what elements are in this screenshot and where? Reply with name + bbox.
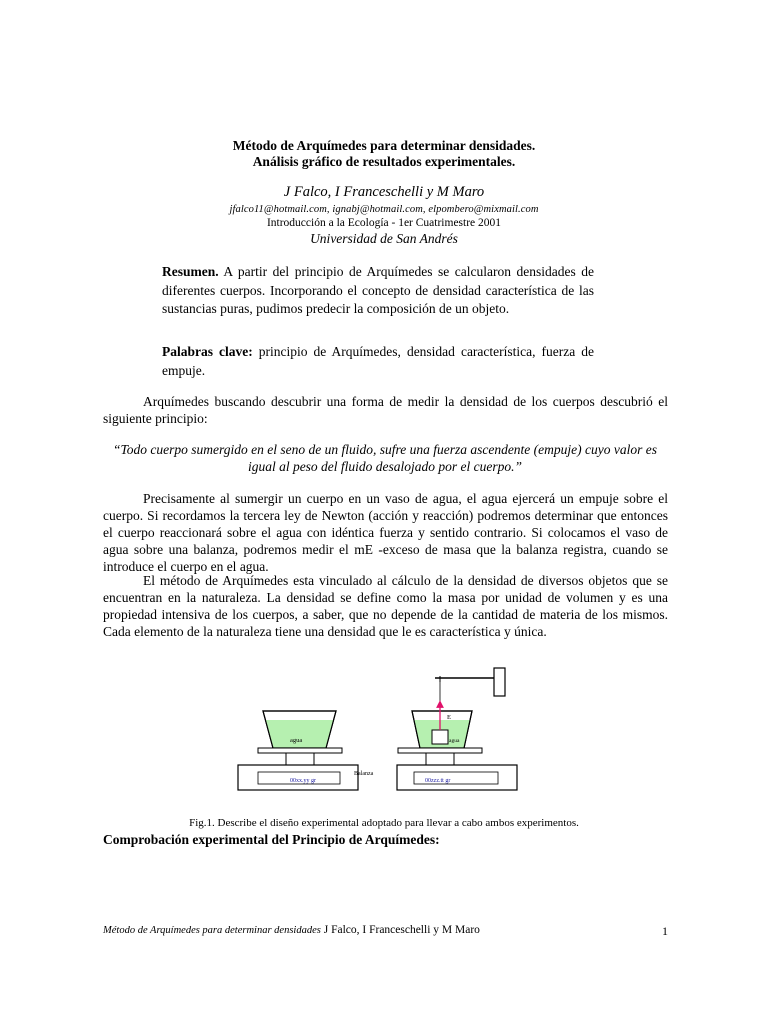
archimedes-quote: “Todo cuerpo sumergido en el seno de un fluido, sufre una fuerza ascendente (empuje) cuyo valor es igual al peso del fluido desalojado por el cuerpo.”: [112, 442, 658, 474]
abstract: [162, 263, 594, 319]
footer-title: Método de Arquímedes para determinar densidades: [103, 925, 321, 936]
right-display-reading: 00zzz.tt gr: [425, 778, 451, 784]
abstract-label: Resumen.: [162, 264, 219, 279]
author-emails: jfalco11@hotmail.com, ignabj@hotmail.com, elpombero@mixmail.com: [229, 204, 539, 215]
paragraph-2-text: Precisamente al sumergir un cuerpo en un vaso de agua, el agua ejercerá un empuje sobre el cuerpo. Si recordamos la tercera ley de Newton (acción y reacción) podremos determinar que entonces el cuerpo reaccionará sobre el agua con idéntica fuerza y sentido contrario. Si colocamos el vaso de agua sobre una balanza, podremos medir el mE -exceso de masa que la balanza registra, cuando se introduce el cuerpo en el agua.: [103, 491, 668, 574]
course-info: Introducción a la Ecología - 1er Cuatrimestre 2001: [266, 217, 502, 229]
section-heading: Comprobación experimental del Principio de Arquímedes:: [103, 832, 440, 847]
keywords: [162, 343, 594, 380]
paper-title: [0, 138, 768, 170]
right-balance-neck: [426, 753, 454, 765]
left-display-reading: 00xx.yy gr: [290, 778, 316, 784]
submerged-cube: [432, 730, 448, 744]
left-water-label: agua: [290, 737, 303, 744]
right-balance-plate: [398, 748, 482, 753]
title-line-1: Método de Arquímedes para determinar densidades.: [232, 138, 536, 153]
footer-authors: J Falco, I Franceschelli y M Maro: [320, 924, 480, 936]
paragraph-1: [103, 393, 668, 427]
keywords-label: Palabras clave:: [162, 344, 253, 359]
figure-caption: Fig.1. Describe el diseño experimental adoptado para llevar a cabo ambos experimentos.: [189, 817, 579, 829]
right-setup: [397, 668, 517, 790]
page-footer: [103, 924, 668, 936]
paragraph-3: [103, 572, 668, 640]
buoyancy-label: E: [447, 714, 451, 721]
paragraph-3-text: El método de Arquímedes esta vinculado al cálculo de la densidad de diversos objetos que se encuentran en la naturaleza. La densidad se define como la masa por unidad de volumen y es una propiedad intensiva de los cuerpos, a saber, que no depende de la cantidad de materia de los mismos. Cada elemento de la naturaleza tiene una densidad que le es característica y única.: [103, 573, 668, 639]
authors: J Falco, I Franceschelli y M Maro: [283, 184, 485, 200]
abstract-text: A partir del principio de Arquímedes se calcularon densidades de diferentes cuerpos. Incorporando el concepto de densidad característica de las sustancias puras, pudimos predecir la composición de un objeto.: [162, 264, 594, 316]
left-balance-neck: [286, 753, 314, 765]
left-balance-plate: [258, 748, 342, 753]
title-line-2: Análisis gráfico de resultados experimentales.: [252, 154, 516, 169]
experiment-figure: [228, 664, 528, 804]
left-setup: [238, 711, 358, 790]
university: Universidad de San Andrés: [310, 231, 458, 246]
page-number: 1: [662, 924, 668, 938]
paragraph-1-text: Arquímedes buscando descubrir una forma de medir la densidad de los cuerpos descubrió el siguiente principio:: [103, 394, 668, 426]
paragraph-2: [103, 490, 668, 575]
stand-post: [494, 668, 505, 696]
balance-label: Balanza: [354, 771, 374, 777]
right-water-label: agua: [449, 738, 460, 744]
keywords-text: principio de Arquímedes, densidad característica, fuerza de empuje.: [162, 344, 595, 378]
